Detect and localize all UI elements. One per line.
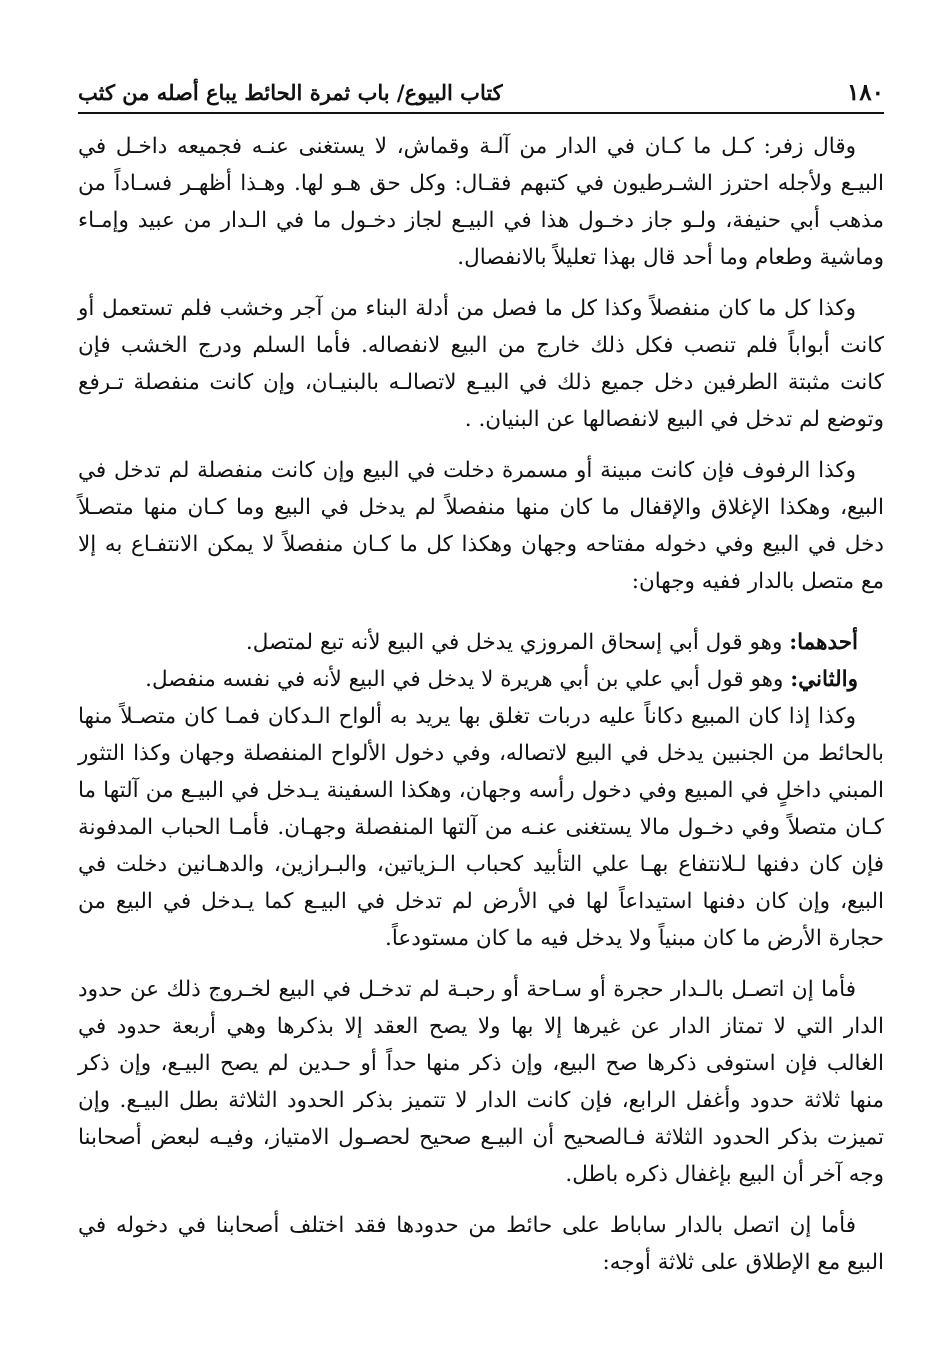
page-number: ١٨٠ (846, 78, 884, 106)
list-item-first-view (78, 624, 884, 661)
item-text: وهو قول أبي إسحاق المروزي يدخل في البيع لأنه تبع لمتصل. (245, 630, 783, 655)
spacer (78, 614, 884, 624)
running-header (78, 72, 884, 114)
running-title: كتاب البيوع/ باب ثمرة الحائط يباع أصله من كثب (78, 79, 503, 105)
book-page (78, 72, 884, 1322)
paragraph-4: وكذا إذا كان المبيع دكاناً عليه دربات تغلق بها يريد به ألواح الـدكان فمـا كان متصـلاً منها بالحائط من الجنبين يدخل في البيع لاتصاله، وفي دخول الألواح المنفصلة وجهان وكذا التثور المبني داخلٍ في المبيع وفي دخول رأسه وجهان، وهكذا السفينة يـدخل في البيـع من آلتها ما كـان متصلاً وفي دخـول مالا يستغنى عنـه من آلتها المنفصلة وجهـان. فأمـا الحباب المدفونة فإن كان دفنها لـلانتفاع بهـا علي التأبيد كحباب الـزياتين، والبـرازين، والدهـانين دخلت في البيع، وإن كان دفنها استيداعاً لها في الأرض لم تدخل في البيـع كما يـدخل في البيع من حجارة الأرض ما كان مبنياً ولا يدخل فيه ما كان مستودعاً. (78, 704, 884, 951)
paragraph-6: فأما إن اتصل بالدار ساباط على حائط من حدودها فقد اختلف أصحابنا في دخوله في البيع مع الإطلاق على ثلاثة أوجه: (78, 1213, 884, 1275)
item-text: وهو قول أبي علي بن أبي هريرة لا يدخل في البيع لأنه في نفسه منفصل. (145, 667, 784, 692)
item-lead: أحدهما: (789, 630, 858, 655)
paragraph-1: وقال زفر: كـل ما كـان في الدار من آلـة وقماش، لا يستغنى عنـه فجميعه داخـل في البيـع ولأجله احترز الشـرطيون في كتبهم فقـال: وكل حق هـو لها. وهـذا أظهـر فسـاداً من مذهب أبي حنيفة، ولـو جاز دخـول هذا في البيـع لجاز دخـول ما في الـدار من عبيد وإمـاء وماشية وطعام وما أحد قال بهذا تعليلاً بالانفصال. (78, 134, 884, 270)
paragraph-2: وكذا كل ما كان منفصلاً وكذا كل ما فصل من أدلة البناء من آجر وخشب فلم تستعمل أو كانت أبواباً فلم تنصب فكل ذلك خارج من البيع لانفصاله. فأما السلم ودرج الخشب فإن كانت مثبتة الطرفين دخل جميع ذلك في البيـع لاتصالـه بالبنيـان، وإن كانت منفصلة تـرفع وتوضع لم تدخل في البيع لانفصالها عن البنيان. . (78, 296, 884, 432)
paragraph-5: فأما إن اتصـل بالـدار حجرة أو سـاحة أو رحبـة لم تدخـل في البيع لخـروج ذلك عن حدود الدار التي لا تمتاز الدار عن غيرها إلا بها ولا يصح العقد إلا بذكرها وهي أربعة حدود في الغالب فإن استوفى ذكرها صح البيع، وإن ذكر منها حداً أو حـدين لم يصح البيـع، وإن ذكر منها ثلاثة حدود وأغفل الرابع، فإن كانت الدار لا تتميز بذكر الحدود الثلاثة بطل البيـع. وإن تميزت بذكر الحدود الثلاثة فـالصحيح أن البيـع صحيح لحصـول الامتياز، وفيـه لبعض أصحابنا وجه آخر أن البيع بإغفال ذكره باطل. (78, 977, 884, 1187)
item-lead: والثاني: (790, 667, 858, 692)
list-item-second-view (78, 661, 884, 698)
paragraph-3: وكذا الرفوف فإن كانت مبينة أو مسمرة دخلت في البيع وإن كانت منفصلة لم تدخل في البيع، وهكذا الإغلاق والإقفال ما كان منها منفصلاً لم يدخل في البيع وما كـان منها متصـلاً دخل في البيع وفي دخوله مفتاحه وجهان وهكذا كل ما كـان منفصلاً لا يمكن الانتفـاع به إلا مع متصل بالدار ففيه وجهان: (78, 458, 884, 594)
